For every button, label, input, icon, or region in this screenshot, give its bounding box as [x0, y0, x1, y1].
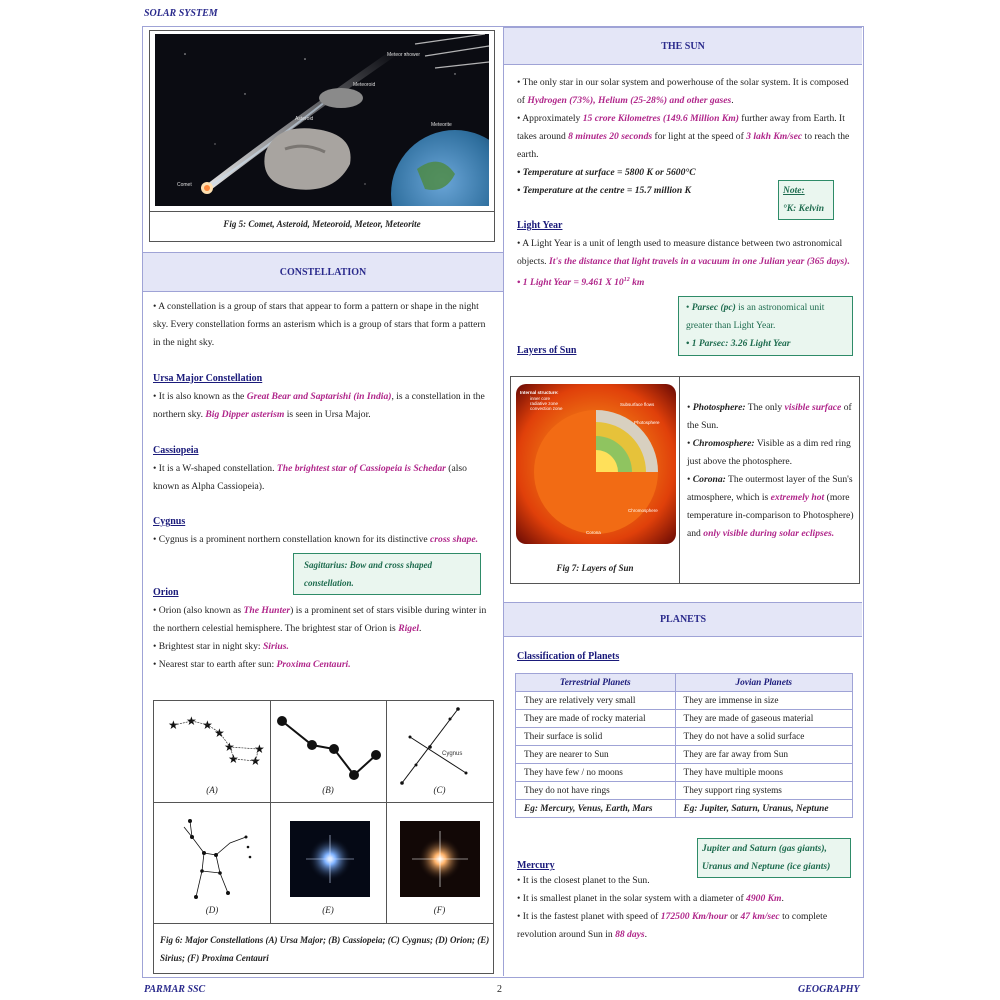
page-number: 2: [497, 984, 502, 995]
fig5-label-meteorite: Meteorite: [431, 122, 452, 128]
sun-layers-image: [516, 384, 676, 544]
cassiopeia-diagram: [274, 709, 384, 785]
terrestrial-header: Terrestrial Planets: [516, 674, 676, 692]
mercury-heading: Mercury: [517, 860, 555, 871]
svg-text:★: ★: [186, 714, 197, 728]
fig6-label-c: (C): [433, 785, 446, 795]
svg-text:★: ★: [254, 742, 265, 756]
fig5-image: [155, 34, 489, 206]
table-row: They are relatively very small They are immense in size: [516, 692, 853, 710]
cygnus-tag: Cygnus: [442, 751, 463, 757]
fig7-label-subsurface: Subsurface flows: [620, 402, 655, 407]
fig6-label-d: (D): [205, 905, 219, 915]
classification-heading: Classification of Planets: [517, 651, 620, 662]
orion-section: Orion • Orion (also known as The Hunter) is a prominent set of stars visible during winter in the northern celestial hemisphere. The brightest star of Orion is Rigel. • Brightest star in night sky: Sirius. • Nearest star to earth after sun: Proxima Centauri.: [153, 584, 495, 674]
fig6-grid: [153, 700, 494, 974]
fig7-label-photosphere: Photosphere: [634, 420, 660, 425]
ursa-heading: Ursa Major Constellation: [153, 373, 263, 384]
light-year-heading: Light Year: [517, 220, 563, 231]
fig7-box: [510, 376, 860, 584]
sirius-image: [290, 821, 370, 897]
fig7-label-core: inner core: [530, 396, 551, 401]
svg-text:★: ★: [224, 740, 235, 754]
giants-note: Jupiter and Saturn (gas giants), Uranus and Neptune (ice giants): [697, 838, 851, 878]
footer-left: PARMAR SSC: [144, 984, 206, 995]
constellation-heading: CONSTELLATION: [143, 252, 503, 292]
orion-diagram: [174, 813, 264, 905]
cygnus-heading: Cygnus: [153, 516, 186, 527]
sun-heading: THE SUN: [504, 27, 862, 65]
fig7-label-internal: Internal structure:: [520, 390, 559, 395]
fig5-label-meteoroid: Meteoroid: [353, 82, 376, 88]
table-header-row: [516, 674, 853, 692]
cygnus-section: Cygnus • Cygnus is a prominent northern constellation known for its distinctive cross shape.: [153, 513, 495, 549]
kelvin-note: Note: °K: Kelvin: [778, 180, 834, 220]
svg-text:★: ★: [214, 726, 225, 740]
planets-heading: PLANETS: [504, 602, 862, 637]
fig5-label-comet: Comet: [177, 182, 192, 188]
table-row: They are made of rocky material They are made of gaseous material: [516, 710, 853, 728]
ursa-section: Ursa Major Constellation • It is also known as the Great Bear and Saptarishi (in India), is a constellation in the northern sky. Big Dipper asterism is seen in Ursa Major.: [153, 370, 495, 424]
sagittarius-note: Sagittarius: Bow and cross shaped constellation.: [293, 553, 481, 595]
fig6-label-e: (E): [322, 905, 334, 915]
table-row: They have few / no moons They have multiple moons: [516, 764, 853, 782]
fig5-label-asteroid: Asteroid: [295, 116, 314, 122]
fig7-label-chromosphere: Chromosphere: [628, 508, 658, 513]
sun-layers-text: • Photosphere: The only visible surface of the Sun. • Chromosphere: Visible as a dim red ring just above the photosphere. • Corona: The outermost layer of the Sun's atmosphere, which is extremely hot (more temperature in-comparison to Photosphere) and only visible during solar eclipses.: [687, 402, 854, 539]
fig7-label-corona: Corona: [586, 530, 601, 535]
svg-text:★: ★: [168, 718, 179, 732]
table-row: They do not have rings They support ring systems: [516, 782, 853, 800]
table-row: Their surface is solid They do not have a solid surface: [516, 728, 853, 746]
proxima-centauri-image: [400, 821, 480, 897]
ursa-major-diagram: [158, 709, 268, 779]
planets-table: [515, 673, 853, 818]
sun-facts: • The only star in our solar system and powerhouse of the solar system. It is composed of Hydrogen (73%), Helium (25-28%) and other gases. • Approximately 15 crore Kilometres (149.6 Million Km) further away from Earth. It takes around 8 minutes 20 seconds for light at the speed of 3 lakh Km/sec to reach the earth. • Temperature at surface = 5800 K or 5600°C • Temperature at the centre = 15.7 million K: [517, 77, 850, 196]
page-header: SOLAR SYSTEM: [144, 8, 218, 19]
fig6-caption: Fig 6: Major Constellations (A) Ursa Major; (B) Cassiopeia; (C) Cygnus; (D) Orion; (E) Sirius; (F) Proxima Centauri: [160, 935, 490, 963]
fig7-label-convection: convection zone: [530, 406, 563, 411]
light-year-section: Light Year • A Light Year is a unit of length used to measure distance between two astronomical objects. It's the distance that light travels in a vacuum in one Julian year (365 days). • 1 Light Year = 9.461 X $10^{12}$ km: [517, 217, 853, 292]
jovian-header: Jovian Planets: [675, 674, 852, 692]
cassiopeia-section: Cassiopeia • It is a W-shaped constellation. The brightest star of Cassiopeia is Schedar (also known as Alpha Cassiopeia).: [153, 442, 495, 496]
fig6-label-b: (B): [322, 785, 334, 795]
column-divider: [503, 26, 504, 976]
mercury-section: Mercury • It is the closest planet to the Sun. • It is smallest planet in the solar system with a diameter of 4900 Km. • It is the fastest planet with speed of 172500 Km/hour or 47 km/sec to complete revolution around Sun in 88 days.: [517, 860, 853, 944]
parsec-note: • Parsec (pc) is an astronomical unit greater than Light Year. • 1 Parsec: 3.26 Light Year: [678, 296, 853, 356]
constellation-intro: • A constellation is a group of stars that appear to form a pattern or shape in the night sky. Every constellation forms an asterism which is a group of stars that form a pattern in the night sky.: [153, 301, 486, 348]
layers-of-sun-heading: Layers of Sun: [517, 345, 577, 356]
cygnus-diagram: [390, 703, 490, 789]
fig7-caption: Fig 7: Layers of Sun: [556, 563, 634, 573]
fig5-box: [149, 30, 495, 242]
fig7-label-radiative: radiative zone: [530, 401, 559, 406]
svg-text:★: ★: [250, 754, 261, 768]
svg-text:★: ★: [202, 718, 213, 732]
fig6-label-f: (F): [433, 905, 446, 915]
fig5-caption: Fig 5: Comet, Asteroid, Meteoroid, Meteor, Meteorite: [223, 219, 421, 229]
svg-text:★: ★: [228, 752, 239, 766]
table-row: Eg: Mercury, Venus, Earth, Mars Eg: Jupiter, Saturn, Uranus, Neptune: [516, 800, 853, 818]
fig5-label-meteor: Meteor shower: [387, 52, 421, 58]
table-row: They are nearer to Sun They are far away from Sun: [516, 746, 853, 764]
cassiopeia-heading: Cassiopeia: [153, 445, 199, 456]
footer-right: GEOGRAPHY: [798, 984, 860, 995]
fig6-label-a: (A): [206, 785, 218, 795]
orion-heading: Orion: [153, 587, 179, 598]
